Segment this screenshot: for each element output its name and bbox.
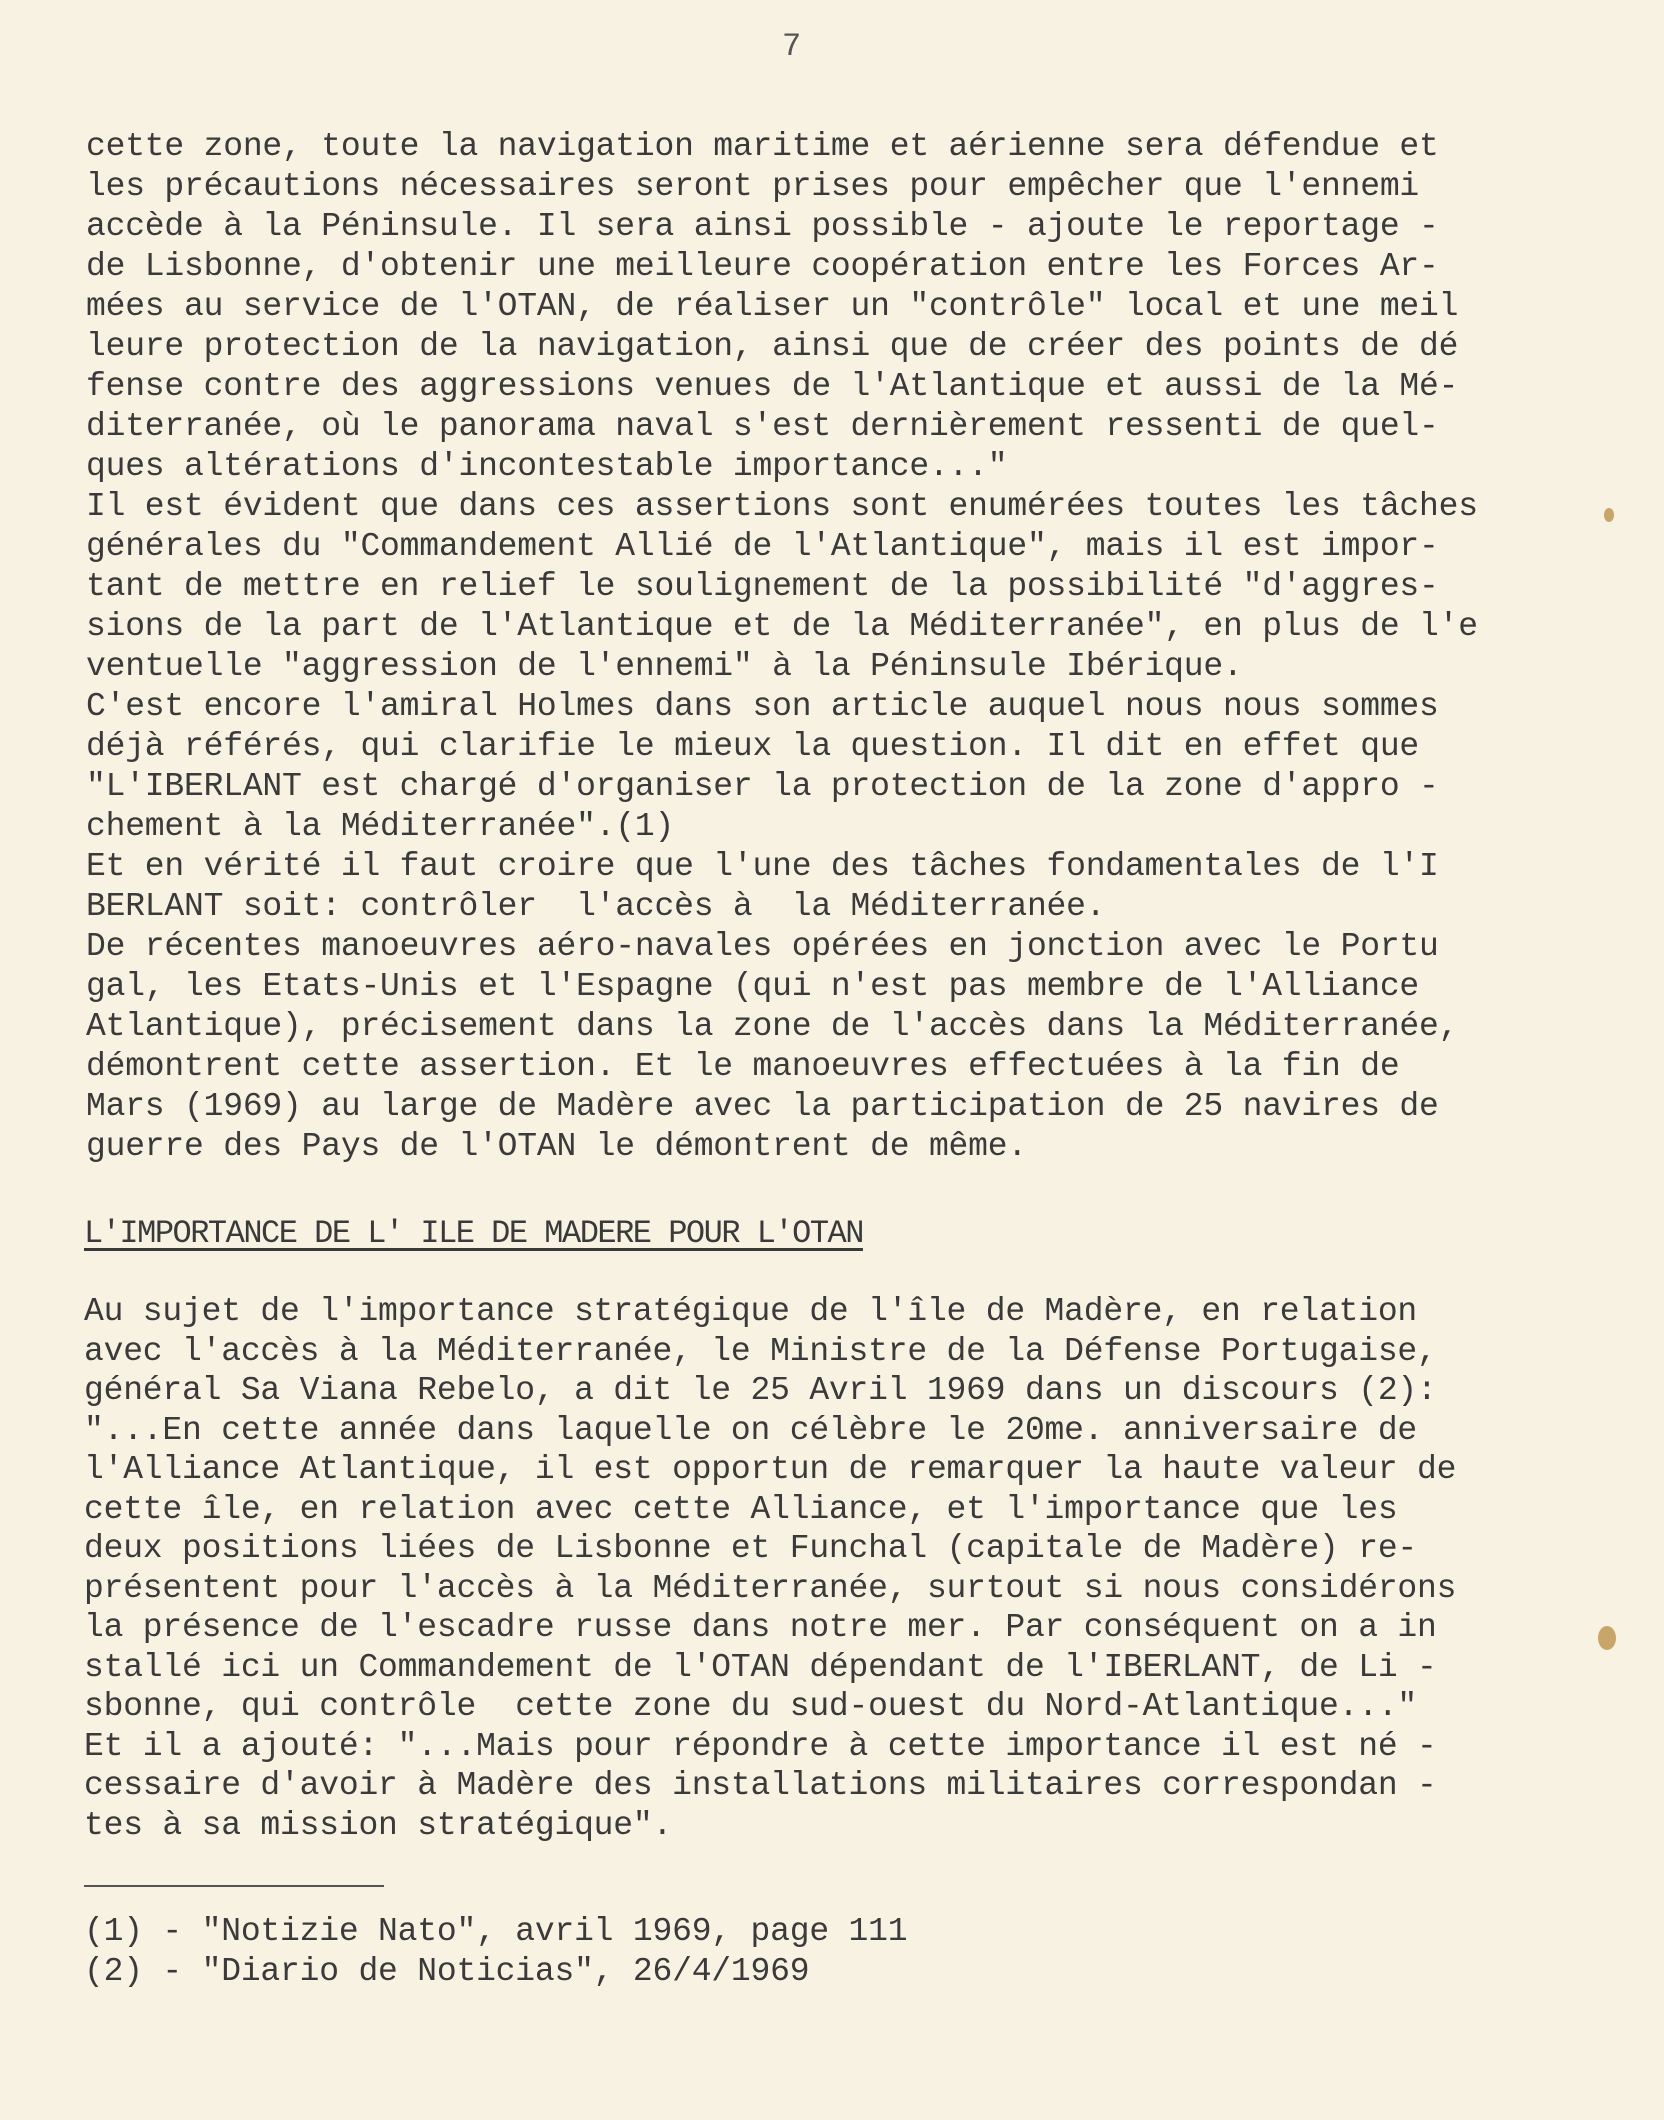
text-line: accède à la Péninsule. Il sera ainsi possible - ajoute le reportage - [86,208,1439,245]
text-line: de Lisbonne, d'obtenir une meilleure coopération entre les Forces Ar- [86,248,1439,285]
text-line: présentent pour l'accès à la Méditerranée, surtout si nous considérons [84,1569,1457,1607]
text-line: tes à sa mission stratégique". [84,1806,673,1844]
text-line: chement à la Méditerranée".(1) [86,808,675,845]
section-body-text [84,1292,1524,1845]
text-line: la présence de l'escadre russe dans notre mer. Par conséquent on a in [84,1609,1437,1646]
page-number: 7 [782,28,802,65]
text-line: De récentes manoeuvres aéro-navales opérées en jonction avec le Portu [86,928,1439,965]
text-line: Et il a ajouté: "...Mais pour répondre à cette importance il est né - [84,1727,1437,1765]
text-line: sbonne, qui contrôle cette zone du sud-ouest du Nord-Atlantique..." [84,1688,1418,1725]
text-line: les précautions nécessaires seront prises pour empêcher que l'ennemi [86,168,1420,205]
text-line: cette zone, toute la navigation maritime et aérienne sera défendue et [86,128,1439,165]
text-line: guerre des Pays de l'OTAN le démontrent de même. [86,1128,1027,1165]
text-line: démontrent cette assertion. Et le manoeuvres effectuées à la fin de [86,1048,1400,1085]
text-line: cessaire d'avoir à Madère des installations militaires correspondan - [84,1767,1437,1804]
text-line: sions de la part de l'Atlantique et de la Méditerranée", en plus de l'e [86,608,1478,645]
section-heading-block [84,1214,863,1254]
text-line: ques altérations d'incontestable importance..." [86,448,1008,485]
text-line: déjà référés, qui clarifie le mieux la question. Il dit en effet que [86,728,1420,765]
text-line: stallé ici un Commandement de l'OTAN dépendant de l'IBERLANT, de Li - [84,1648,1437,1686]
text-line: C'est encore l'amiral Holmes dans son article auquel nous nous sommes [86,688,1439,725]
text-line: diterranée, où le panorama naval s'est dernièrement ressenti de quel- [86,408,1439,445]
text-line: générales du "Commandement Allié de l'Atlantique", mais il est impor- [86,528,1439,565]
text-line: deux positions liées de Lisbonne et Funchal (capitale de Madère) re- [84,1530,1418,1567]
footnote-separator [84,1885,384,1887]
footnote: (2) - "Diario de Noticias", 26/4/1969 [84,1953,810,1990]
text-line: "L'IBERLANT est chargé d'organiser la protection de la zone d'appro - [86,768,1439,805]
footnote: (1) - "Notizie Nato", avril 1969, page 111 [84,1913,908,1950]
text-line: fense contre des aggressions venues de l'Atlantique et aussi de la Mé- [86,368,1459,405]
section-heading: L'IMPORTANCE DE L' ILE DE MADERE POUR L'OTAN [84,1215,863,1252]
text-line: "...En cette année dans laquelle on célèbre le 20me. anniversaire de [84,1411,1418,1449]
text-line: Mars (1969) au large de Madère avec la participation de 25 navires de [86,1088,1439,1125]
text-line: général Sa Viana Rebelo, a dit le 25 Avril 1969 dans un discours (2): [84,1372,1437,1409]
text-line: leure protection de la navigation, ainsi que de créer des points de dé [86,328,1459,365]
text-line: tant de mettre en relief le soulignement de la possibilité "d'aggres- [86,568,1439,605]
text-line: mées au service de l'OTAN, de réaliser un "contrôle" local et une meil [86,288,1459,325]
text-line: Et en vérité il faut croire que l'une des tâches fondamentales de l'I [86,848,1439,885]
footnotes [84,1912,907,1992]
text-line: ventuelle "aggression de l'ennemi" à la Péninsule Ibérique. [86,648,1243,685]
text-line: avec l'accès à la Méditerranée, le Ministre de la Défense Portugaise, [84,1332,1437,1370]
text-line: BERLANT soit: contrôler l'accès à la Méditerranée. [86,888,1106,925]
text-line: cette île, en relation avec cette Alliance, et l'importance que les [84,1490,1398,1528]
body-text [86,127,1526,1167]
text-line: Au sujet de l'importance stratégique de l'île de Madère, en relation [84,1293,1418,1330]
text-line: gal, les Etats-Unis et l'Espagne (qui n'est pas membre de l'Alliance [86,968,1420,1005]
text-line: Il est évident que dans ces assertions sont enumérées toutes les tâches [86,488,1478,525]
text-line: Atlantique), précisement dans la zone de l'accès dans la Méditerranée, [86,1008,1459,1045]
margin-stain [1598,1626,1616,1650]
text-line: l'Alliance Atlantique, il est opportun de remarquer la haute valeur de [84,1451,1457,1488]
margin-stain [1604,508,1614,522]
